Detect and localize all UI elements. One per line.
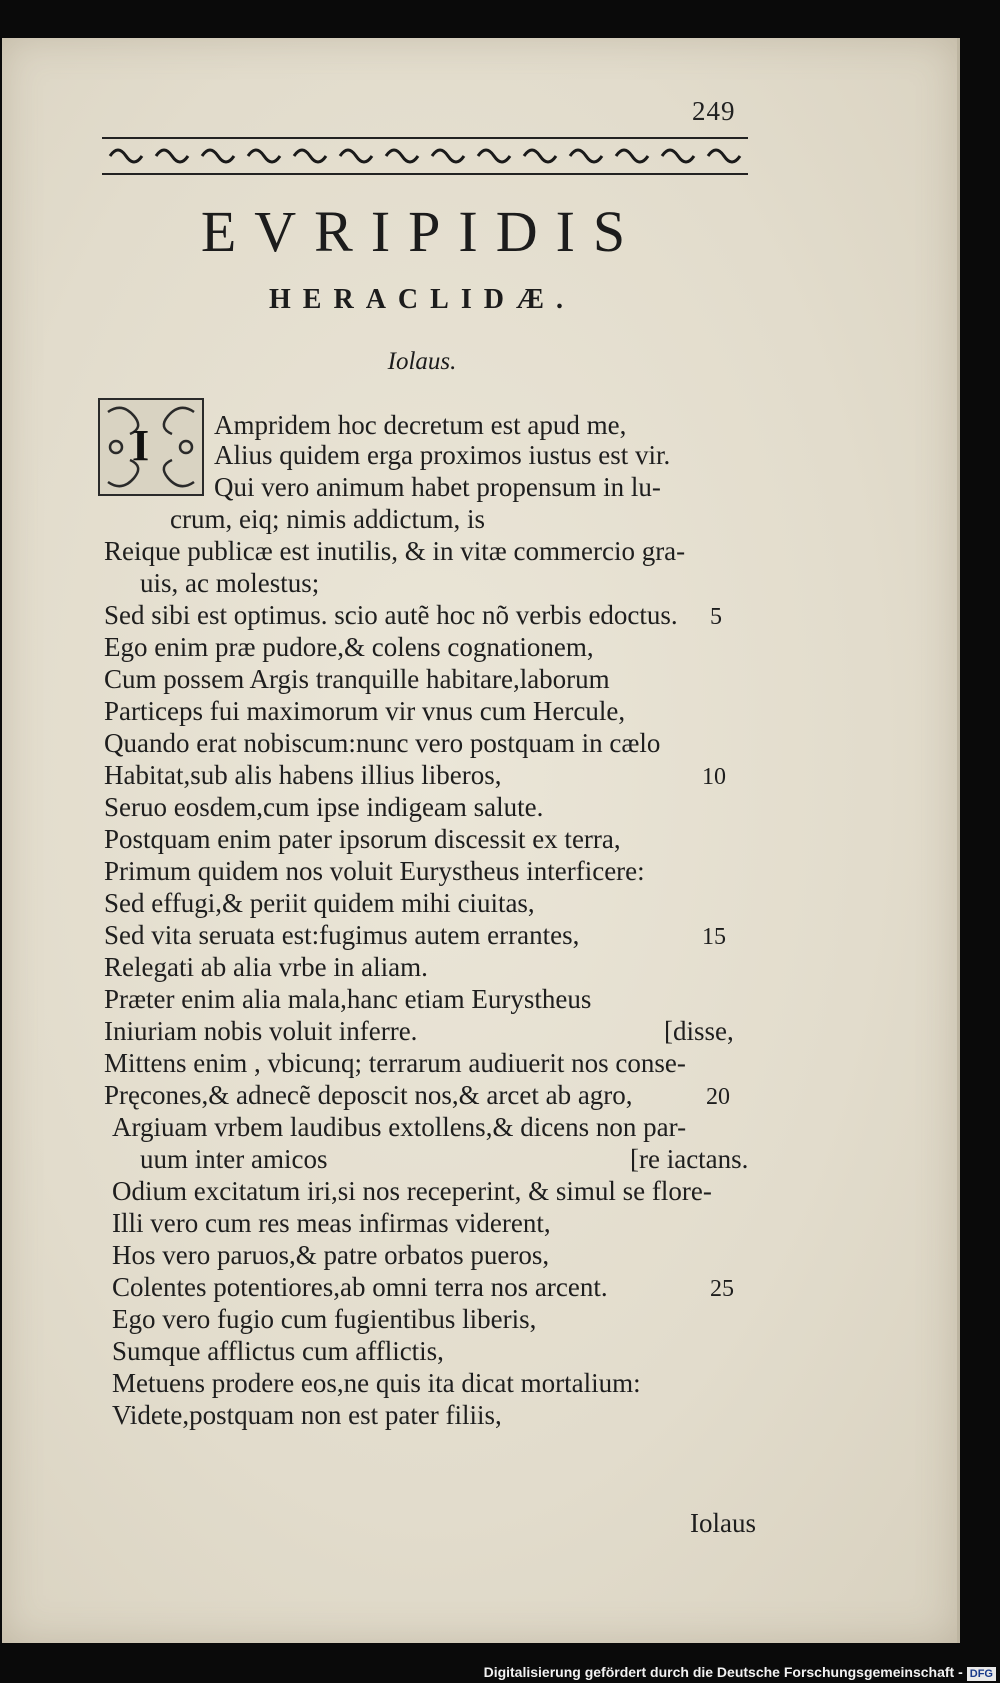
text-line: Habitat,sub alis habens illius liberos, xyxy=(104,760,502,790)
text-line: Argiuam vrbem laudibus extollens,& dicens non par- xyxy=(112,1112,687,1142)
text-line: uis, ac molestus; xyxy=(140,568,320,598)
text-line: uum inter amicos xyxy=(140,1144,328,1174)
text-line: Postquam enim pater ipsorum discessit ex terra, xyxy=(104,824,621,854)
text-line: Iniuriam nobis voluit inferre. xyxy=(104,1016,418,1046)
text-line: Sumque afflictus cum afflictis, xyxy=(112,1336,444,1366)
text-line: Cum possem Argis tranquille habitare,laborum xyxy=(104,664,610,694)
text-line: Alius quidem erga proximos iustus est vir. xyxy=(214,440,671,470)
digitization-credit xyxy=(484,1664,996,1681)
text-line: Qui vero animum habet propensum in lu- xyxy=(214,472,661,502)
text-line: Illi vero cum res meas infirmas viderent, xyxy=(112,1208,551,1238)
marginal-addition: [disse, xyxy=(664,1016,734,1046)
line-number: 20 xyxy=(706,1084,730,1110)
text-line: Colentes potentiores,ab omni terra nos arcent. xyxy=(112,1272,608,1302)
text-line: Sed vita seruata est:fugimus autem errantes, xyxy=(104,920,580,950)
text-line: Ego enim præ pudore,& colens cognationem, xyxy=(104,632,594,662)
title: EVRIPIDIS xyxy=(200,199,644,264)
line-number: 25 xyxy=(710,1276,734,1302)
text-line: Mittens enim , vbicunq; terrarum audiuerit nos conse- xyxy=(104,1048,686,1078)
credit-text: Digitalisierung gefördert durch die Deutsche Forschungsgemeinschaft - xyxy=(483,1664,963,1680)
text-line: Præter enim alia mala,hanc etiam Eurystheus xyxy=(104,984,592,1014)
text-line: Metuens prodere eos,ne quis ita dicat mortalium: xyxy=(112,1368,641,1398)
text-line: Primum quidem nos voluit Eurystheus interficere: xyxy=(104,856,645,886)
dfg-logo: DFG xyxy=(967,1667,996,1681)
line-number: 5 xyxy=(710,604,722,630)
text-line: Relegati ab alia vrbe in aliam. xyxy=(104,952,428,982)
book-page xyxy=(2,38,960,1643)
text-line: crum, eiq; nimis addictum, is xyxy=(170,504,485,534)
text-line: Particeps fui maximorum vir vnus cum Hercule, xyxy=(104,696,626,726)
speaker-heading: Iolaus. xyxy=(387,348,457,375)
text-line: Seruo eosdem,cum ipse indigeam salute. xyxy=(104,792,544,822)
text-line: Quando erat nobiscum:nunc vero postquam in cælo xyxy=(104,728,661,758)
catchword: Iolaus xyxy=(690,1508,756,1538)
ornamental-border xyxy=(100,134,750,178)
marginal-addition: [re iactans. xyxy=(630,1144,749,1174)
text-line: Ampridem hoc decretum est apud me, xyxy=(214,410,627,440)
text-line: Videte,postquam non est pater filiis, xyxy=(112,1400,502,1430)
subtitle: HERACLIDÆ. xyxy=(269,284,575,315)
initial-letter: I xyxy=(132,421,150,470)
line-number: 10 xyxy=(702,764,726,790)
text-line: Pręcones,& adnecẽ deposcit nos,& arcet ab agro, xyxy=(104,1080,633,1110)
line-number: 15 xyxy=(702,924,726,950)
text-line: Sed effugi,& periit quidem mihi ciuitas, xyxy=(104,888,535,918)
floral-ornament-icon xyxy=(100,400,202,494)
text-line: Sed sibi est optimus. scio autẽ hoc nõ verbis edoctus. xyxy=(104,600,678,630)
decorated-initial xyxy=(98,398,204,496)
page-number: 249 xyxy=(692,96,736,126)
text-line: Hos vero paruos,& patre orbatos pueros, xyxy=(112,1240,550,1270)
text-line: Ego vero fugio cum fugientibus liberis, xyxy=(112,1304,537,1334)
text-line: Reique publicæ est inutilis, & in vitæ commercio gra- xyxy=(104,536,686,566)
text-line: Odium excitatum iri,si nos receperint, & simul se flore- xyxy=(112,1176,712,1206)
